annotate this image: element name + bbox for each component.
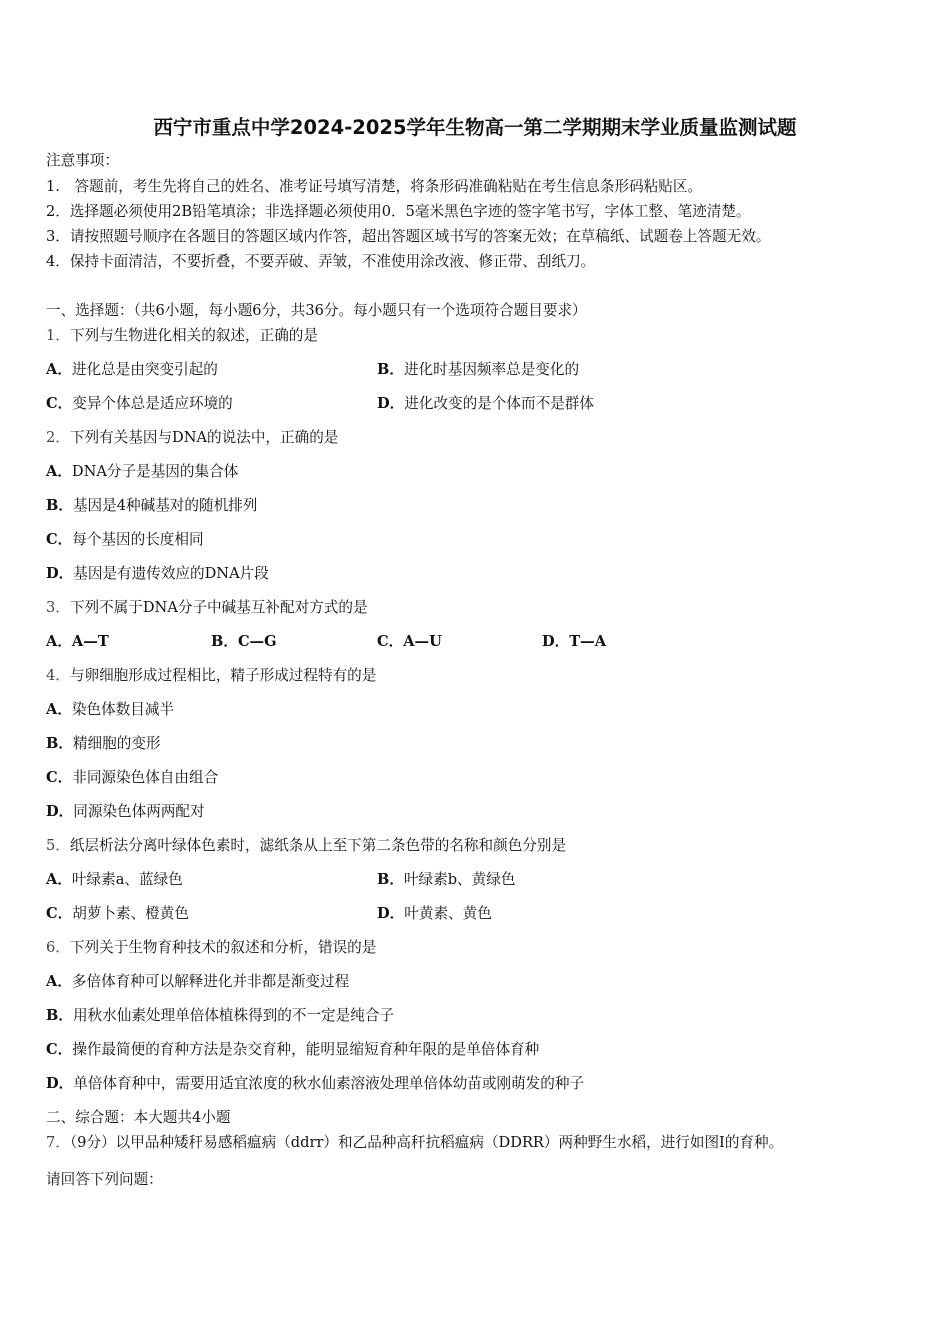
option-a: A．进化总是由突变引起的 <box>46 361 218 378</box>
option-b: B．进化时基因频率总是变化的 <box>377 361 580 378</box>
question-number: 2． <box>46 429 70 446</box>
section-heading: 二、综合题：本大题共4小题 <box>46 1109 231 1126</box>
option-c: C．操作最简便的育种方法是杂交育种，能明显缩短育种年限的是单倍体育种 <box>46 1041 540 1058</box>
option-a: A．A—T <box>46 633 109 650</box>
option-c: C．变异个体总是适应环境的 <box>46 395 233 412</box>
question-text: 与卵细胞形成过程相比，精子形成过程特有的是 <box>69 667 377 684</box>
option-a: A．染色体数目减半 <box>46 701 175 718</box>
option-a: A．DNA分子是基因的集合体 <box>46 463 239 480</box>
option-d: D．进化改变的是个体而不是群体 <box>377 395 594 412</box>
option-d: D．T—A <box>542 633 607 650</box>
option-b: B．C—G <box>211 633 277 650</box>
question-stem <box>46 1134 783 1152</box>
option-a: A．多倍体育种可以解释进化并非都是渐变过程 <box>46 973 350 990</box>
option-b: B．基因是4种碱基对的随机排列 <box>46 497 258 514</box>
question-text: 下列与生物进化相关的叙述，正确的是 <box>69 327 318 344</box>
notice-item: 2．选择题必须使用2B铅笔填涂；非选择题必须使用0．5毫米黑色字迹的签字笔书写，字体工整、笔迹清楚。 <box>46 203 751 220</box>
question-text: 纸层析法分离叶绿体色素时，滤纸条从上至下第二条色带的名称和颜色分别是 <box>69 837 567 854</box>
question-number: 4． <box>46 667 70 684</box>
option-d: D．同源染色体两两配对 <box>46 803 205 820</box>
answer-prompt: 请回答下列问题： <box>46 1171 163 1188</box>
question-text: 下列不属于DNA分子中碱基互补配对方式的是 <box>69 599 368 616</box>
option-b: B．精细胞的变形 <box>46 735 161 752</box>
option-c: C．A—U <box>377 633 442 650</box>
question-stem <box>46 599 368 617</box>
option-b: B．用秋水仙素处理单倍体植株得到的不一定是纯合子 <box>46 1007 395 1024</box>
question-number: 1． <box>46 327 70 344</box>
option-c: C．每个基因的长度相同 <box>46 531 204 548</box>
question-number: 3． <box>46 599 70 616</box>
option-c: C．非同源染色体自由组合 <box>46 769 219 786</box>
question-number: 7． <box>46 1134 70 1151</box>
question-stem <box>46 837 566 855</box>
option-a: A．叶绿素a、蓝绿色 <box>46 871 183 888</box>
question-number: 5． <box>46 837 70 854</box>
option-d: D．单倍体育种中，需要用适宜浓度的秋水仙素溶液处理单倍体幼苗或刚萌发的种子 <box>46 1075 585 1092</box>
question-text: （9分）以甲品种矮秆易感稻瘟病（ddrr）和乙品种高秆抗稻瘟病（DDRR）两种野生水稻，进行如图I的育种。 <box>69 1134 784 1151</box>
section-heading: 一、选择题：（共6小题，每小题6分，共36分。每小题只有一个选项符合题目要求） <box>46 302 587 319</box>
question-number: 6． <box>46 939 70 956</box>
notice-item: 4．保持卡面清洁，不要折叠，不要弄破、弄皱，不准使用涂改液、修正带、刮纸刀。 <box>46 253 596 270</box>
question-stem <box>46 939 376 957</box>
notice-heading: 注意事项： <box>46 152 119 169</box>
option-c: C．胡萝卜素、橙黄色 <box>46 905 189 922</box>
page-title: 西宁市重点中学2024-2025学年生物高一第二学期期末学业质量监测试题 <box>153 116 797 139</box>
notice-item: 1. 答题前，考生先将自己的姓名、准考证号填写清楚，将条形码准确粘贴在考生信息条形码粘贴区。 <box>46 178 703 195</box>
question-stem <box>46 327 318 345</box>
question-text: 下列有关基因与DNA的说法中，正确的是 <box>69 429 339 446</box>
question-stem <box>46 429 338 447</box>
notice-item: 3．请按照题号顺序在各题目的答题区域内作答，超出答题区域书写的答案无效；在草稿纸、试题卷上答题无效。 <box>46 228 771 245</box>
option-d: D．叶黄素、黄色 <box>377 905 492 922</box>
question-stem <box>46 667 376 685</box>
option-b: B．叶绿素b、黄绿色 <box>377 871 516 888</box>
option-d: D．基因是有遗传效应的DNA片段 <box>46 565 269 582</box>
question-text: 下列关于生物育种技术的叙述和分析，错误的是 <box>69 939 377 956</box>
